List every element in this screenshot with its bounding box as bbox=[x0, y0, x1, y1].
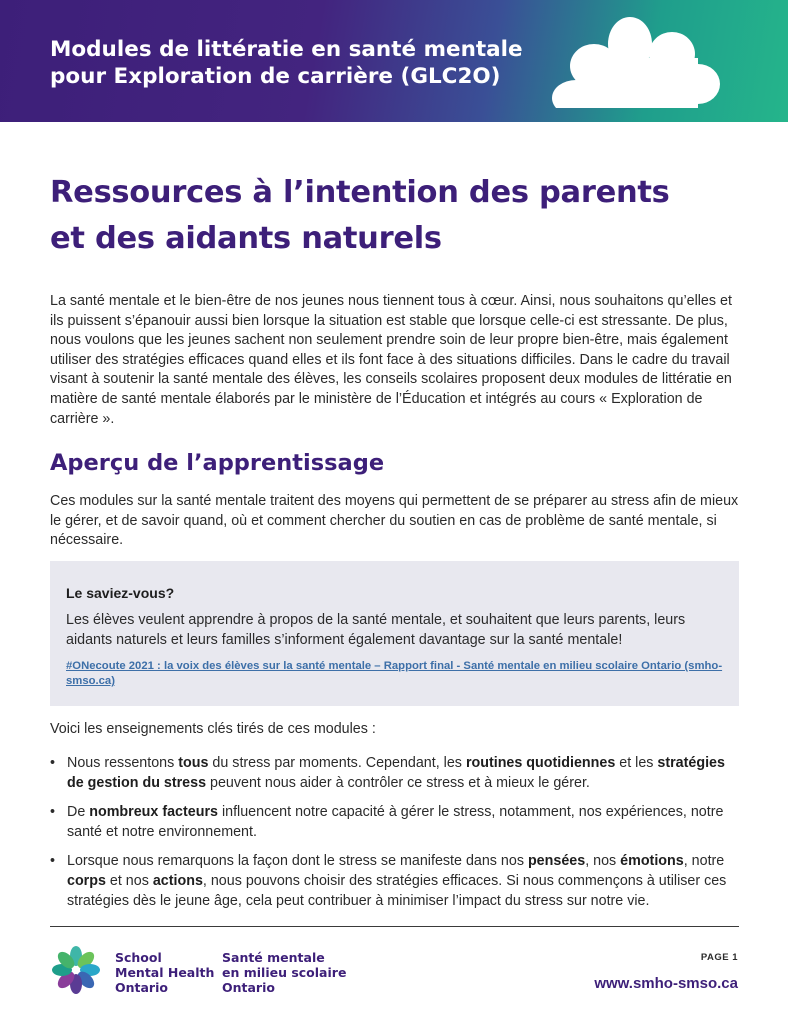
bullet-text: et les bbox=[615, 755, 658, 771]
smho-logo-icon bbox=[50, 944, 102, 996]
logo-text-line: Ontario bbox=[115, 980, 168, 995]
key-learnings-list bbox=[50, 754, 742, 921]
bullet-emphasis: routines quotidiennes bbox=[465, 755, 616, 771]
page-number: PAGE 1 bbox=[700, 952, 738, 963]
callout-title: Le saviez-vous? bbox=[66, 585, 175, 601]
bullet-text: et nos bbox=[105, 872, 153, 889]
bullet-emphasis: nombreux facteurs bbox=[89, 804, 218, 821]
header-title bbox=[50, 36, 550, 90]
flower-shape-icon bbox=[548, 8, 748, 108]
bullet-emphasis: corps bbox=[67, 872, 106, 889]
key-learnings-lead: Voici les enseignements clés tirés de ces modules : bbox=[50, 721, 376, 737]
bullet-text: influencent notre capacité à gérer le stress, notamment, nos expériences, notre santé et notre environnement. bbox=[67, 804, 724, 840]
bullet-emphasis: pensées bbox=[527, 853, 586, 870]
bullet-emphasis: stratégies de gestion du stress bbox=[67, 755, 725, 791]
list-item bbox=[50, 803, 742, 842]
intro-paragraph: La santé mentale et le bien-être de nos jeunes nous tiennent tous à cœur. Ainsi, nous souhaitons qu’elles et ils puissent s’épanouir aussi bien lorsque la situation est stable que lorsque celle-ci est stressante. De plus, nous voulons que les jeunes sachent non seulement prendre soin de leur propre bien-être, mais également utiliser des stratégies efficaces quand elles et ils font face à des situations difficiles. Dans le cadre du travail visant à soutenir la santé mentale des élèves, les conseils scolaires proposent deux modules de littératie en matière de santé mentale élaborés par le ministère de l’Éducation et intégrés au cours « Exploration de carrière ». bbox=[50, 293, 732, 427]
logo-text-line: Ontario bbox=[222, 980, 275, 995]
bullet-text: , nous pouvons choisir des stratégies efficaces. Si nous commençons à utiliser ces stratégies dès le jeune âge, cela peut contribuer à minimiser l’impact du stress sur notre vie. bbox=[67, 872, 727, 909]
logo-text-line: School bbox=[115, 950, 162, 965]
main-title-line-2: et des aidants naturels bbox=[50, 221, 442, 256]
list-item bbox=[50, 754, 742, 793]
overview-paragraph: Ces modules sur la santé mentale traitent des moyens qui permettent de se préparer au stress afin de mieux le gérer, et de savoir quand, où et comment chercher du soutien en cas de problème de santé mentale, si nécessaire. bbox=[50, 493, 739, 549]
bullet-text: du stress par moments. Cependant, les bbox=[208, 755, 466, 771]
bullet-text: , nos bbox=[585, 853, 621, 870]
bullet-text: peuvent nous aider à contrôler ce stress et à mieux le gérer. bbox=[206, 774, 590, 791]
main-title bbox=[50, 170, 750, 262]
bullet-text: De bbox=[67, 804, 90, 821]
logo-text-french bbox=[222, 950, 352, 995]
callout-text: Les élèves veulent apprendre à propos de la santé mentale, et souhaitent que leurs parents, leurs aidants naturels et leurs familles s’informent également davantage sur la santé mentale! bbox=[66, 612, 686, 648]
header-banner bbox=[0, 0, 788, 122]
logo-text-line: en milieu scolaire bbox=[222, 965, 347, 980]
website-link[interactable]: www.smho-smso.ca bbox=[594, 975, 738, 992]
main-title-line-1: Ressources à l’intention des parents bbox=[50, 175, 670, 210]
header-title-line-1: Modules de littératie en santé mentale bbox=[50, 37, 523, 62]
logo-text-english bbox=[115, 950, 215, 995]
logo-text-line: Mental Health bbox=[115, 965, 215, 980]
did-you-know-callout bbox=[50, 561, 739, 706]
bullet-emphasis: émotions bbox=[620, 853, 684, 870]
logo-text-line: Santé mentale bbox=[222, 950, 325, 965]
bullet-text: Nous ressentons bbox=[67, 755, 179, 771]
footer-divider bbox=[50, 926, 739, 927]
header-title-line-2: pour Exploration de carrière (GLC2O) bbox=[50, 64, 501, 89]
bullet-text: , notre bbox=[683, 853, 725, 870]
bullet-emphasis: tous bbox=[178, 755, 209, 771]
bullet-emphasis: actions bbox=[152, 872, 203, 889]
overview-heading: Aperçu de l’apprentissage bbox=[50, 450, 385, 476]
bullet-text: Lorsque nous remarquons la façon dont le stress se manifeste dans nos bbox=[67, 853, 528, 870]
report-link[interactable]: #ONecoute 2021 : la voix des élèves sur la santé mentale – Rapport final - Santé mentale en milieu scolaire Ontario (smho-smso.ca) bbox=[66, 660, 723, 687]
list-item bbox=[50, 852, 742, 911]
